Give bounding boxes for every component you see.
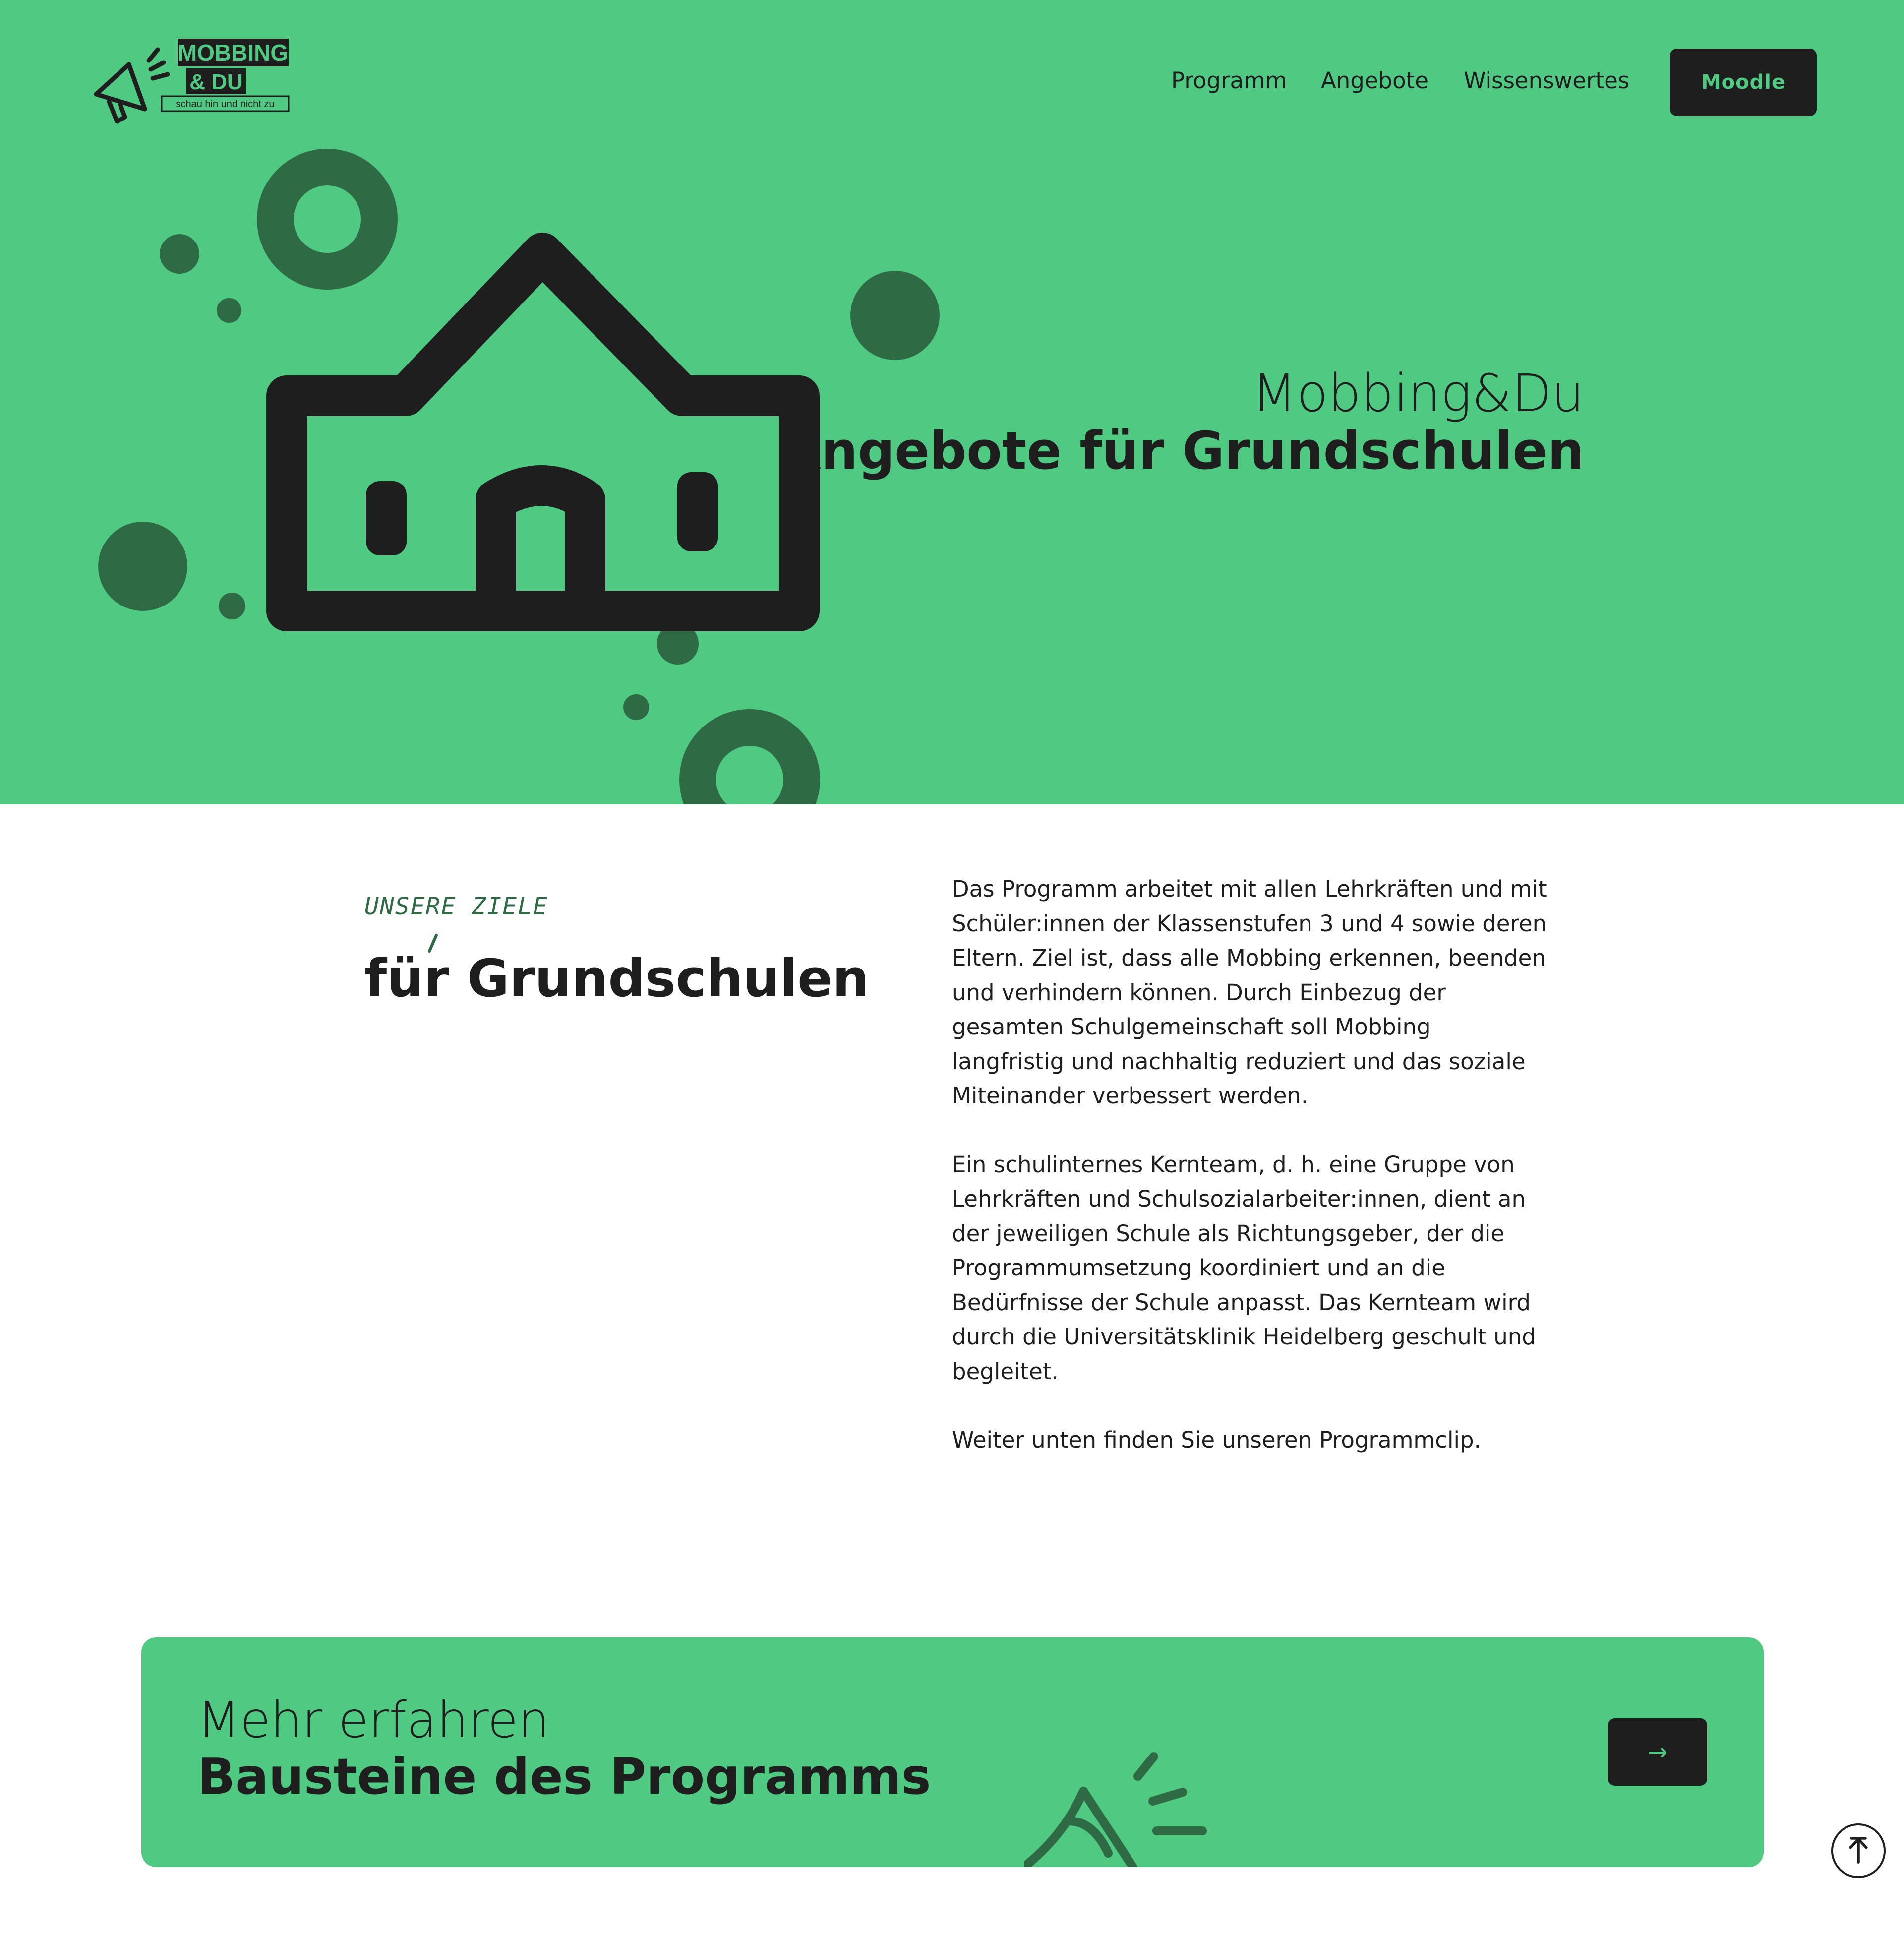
nav-wissenswertes[interactable]: Wissenswertes xyxy=(1464,67,1630,94)
moodle-button[interactable]: Moodle xyxy=(1670,49,1817,116)
logo-tagline: schau hin und nicht zu xyxy=(176,99,275,110)
logo-line1: MOBBING xyxy=(178,40,289,65)
arrow-up-icon xyxy=(1833,1825,1884,1876)
goals-label: UNSERE ZIELE xyxy=(364,893,548,920)
hero-title: Angebote für Grundschulen xyxy=(781,421,1584,482)
logo-line2: & DU xyxy=(189,70,243,94)
cta-subtitle: Mehr erfahren xyxy=(197,1691,550,1749)
cta-title: Bausteine des Programms xyxy=(197,1748,931,1806)
hero-subtitle: Mobbing&Du xyxy=(1252,363,1584,424)
scroll-to-top-button[interactable] xyxy=(1831,1823,1886,1878)
hero-section xyxy=(0,0,1904,804)
cta-arrow-button[interactable] xyxy=(1608,1718,1707,1786)
cta-illustration xyxy=(1024,1747,1232,1867)
cta-card[interactable] xyxy=(141,1637,1764,1867)
arrow-right-icon: → xyxy=(1647,1738,1668,1766)
goals-paragraph: Das Programm arbeitet mit allen Lehrkräften und mit Schüler:innen der Klassenstufen 3 und 4 sowie deren Eltern. Ziel ist, dass alle Mobbing erkennen, beenden und verhindern können. Durch Einbezug der gesamten Schulgemeinschaft soll Mobbing langfristig und nachhaltig reduziert und das soziale Miteinander verbessert werden. xyxy=(952,876,1547,1109)
goals-paragraph: Weiter unten finden Sie unseren Programmclip. xyxy=(952,1427,1481,1453)
goals-title: für Grundschulen xyxy=(364,948,869,1009)
nav-programm[interactable]: Programm xyxy=(1171,67,1287,94)
goals-paragraph: Ein schulinternes Kernteam, d. h. eine Gruppe von Lehrkräften und Schulsozialarbeiter:innen, dient an der jeweiligen Schule als Richtungsgeber, der die Programmumsetzung koordiniert und an die Bedürfnisse der Schule anpasst. Das Kernteam wird durch die Universitätsklinik Heidelberg geschult und begleitet. xyxy=(952,1151,1536,1385)
nav-angebote[interactable]: Angebote xyxy=(1321,67,1428,94)
megaphone-icon xyxy=(1024,1747,1232,1867)
goals-body xyxy=(952,872,1547,1492)
hero-heading xyxy=(781,365,1584,481)
